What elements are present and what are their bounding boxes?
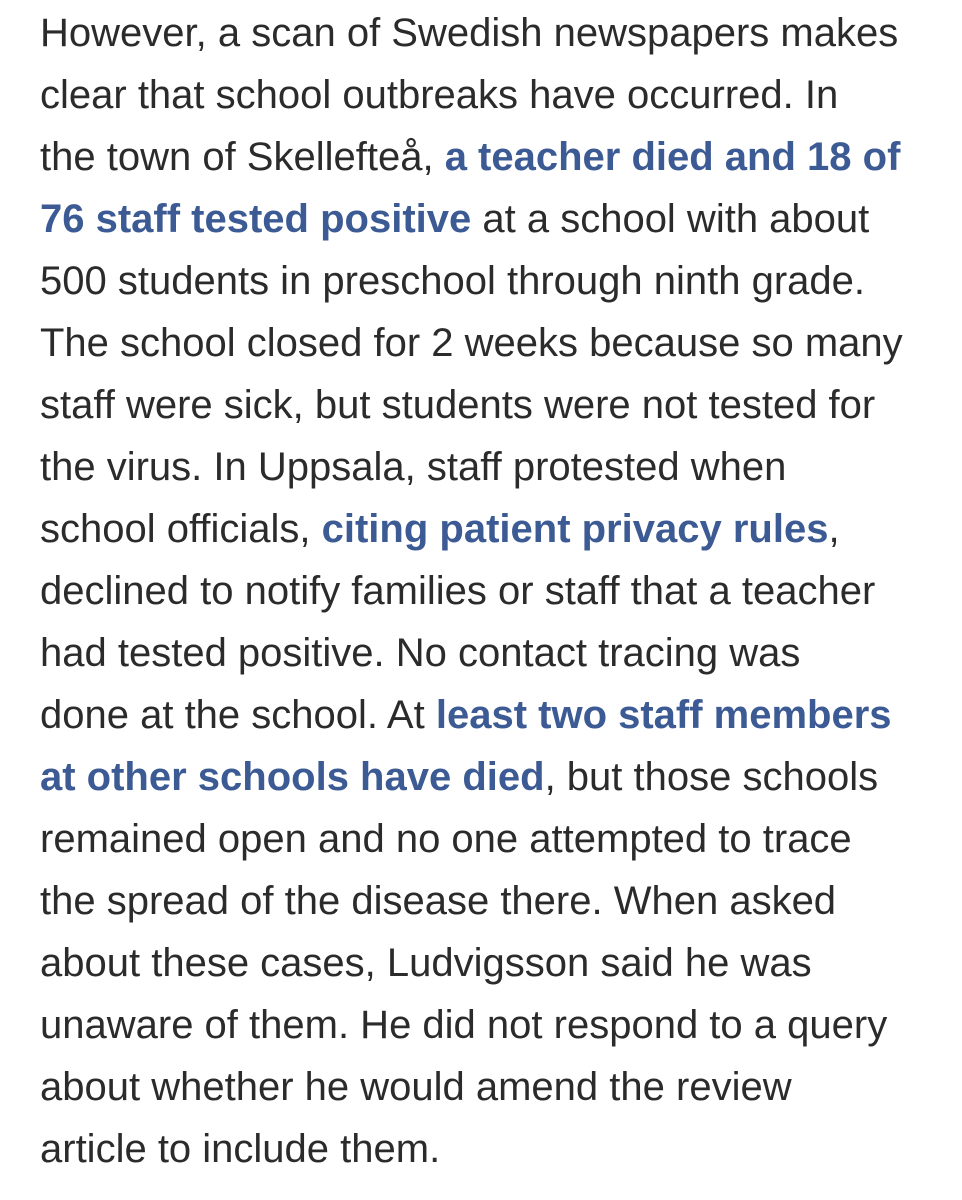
text-line <box>40 622 940 684</box>
inline-link[interactable]: at other schools have died <box>40 755 545 799</box>
text-line <box>40 1118 940 1180</box>
text-segment: remained open and no one attempted to trace <box>40 817 852 861</box>
text-line <box>40 1056 940 1118</box>
text-segment: unaware of them. He did not respond to a query <box>40 1003 888 1047</box>
text-segment: The school closed for 2 weeks because so many <box>40 321 903 365</box>
text-segment: article to include them. <box>40 1127 441 1171</box>
text-line <box>40 374 940 436</box>
inline-link[interactable]: citing patient privacy rules <box>321 507 829 551</box>
text-line <box>40 994 940 1056</box>
text-segment: clear that school outbreaks have occurred. In <box>40 73 839 117</box>
text-segment: had tested positive. No contact tracing was <box>40 631 801 675</box>
inline-link[interactable]: a teacher died and 18 of <box>444 135 901 179</box>
text-segment: school officials, <box>40 507 322 551</box>
text-line <box>40 64 940 126</box>
text-line <box>40 126 940 188</box>
text-segment: done at the school. At <box>40 693 436 737</box>
text-segment: the spread of the disease there. When asked <box>40 879 837 923</box>
text-line <box>40 684 940 746</box>
text-segment: However, a scan of Swedish newspapers makes <box>40 11 899 55</box>
text-line <box>40 498 940 560</box>
text-line <box>40 560 940 622</box>
text-segment: 500 students in preschool through ninth grade. <box>40 259 866 303</box>
text-segment: , <box>828 507 840 551</box>
inline-link[interactable]: 76 staff tested positive <box>40 197 472 241</box>
text-segment: declined to notify families or staff that a teacher <box>40 569 876 613</box>
text-segment: at a school with about <box>471 197 870 241</box>
text-line <box>40 436 940 498</box>
text-segment: the town of Skellefteå, <box>40 135 445 179</box>
text-segment: about whether he would amend the review <box>40 1065 792 1109</box>
text-line <box>40 808 940 870</box>
text-line <box>40 2 940 64</box>
article-paragraph <box>40 2 940 1180</box>
text-line <box>40 932 940 994</box>
text-segment: staff were sick, but students were not tested for <box>40 383 876 427</box>
text-line <box>40 312 940 374</box>
text-segment: about these cases, Ludvigsson said he was <box>40 941 812 985</box>
text-segment: the virus. In Uppsala, staff protested when <box>40 445 787 489</box>
text-segment: , but those schools <box>544 755 879 799</box>
text-line <box>40 250 940 312</box>
text-line <box>40 746 940 808</box>
text-line <box>40 188 940 250</box>
inline-link[interactable]: least two staff members <box>435 693 892 737</box>
text-line <box>40 870 940 932</box>
